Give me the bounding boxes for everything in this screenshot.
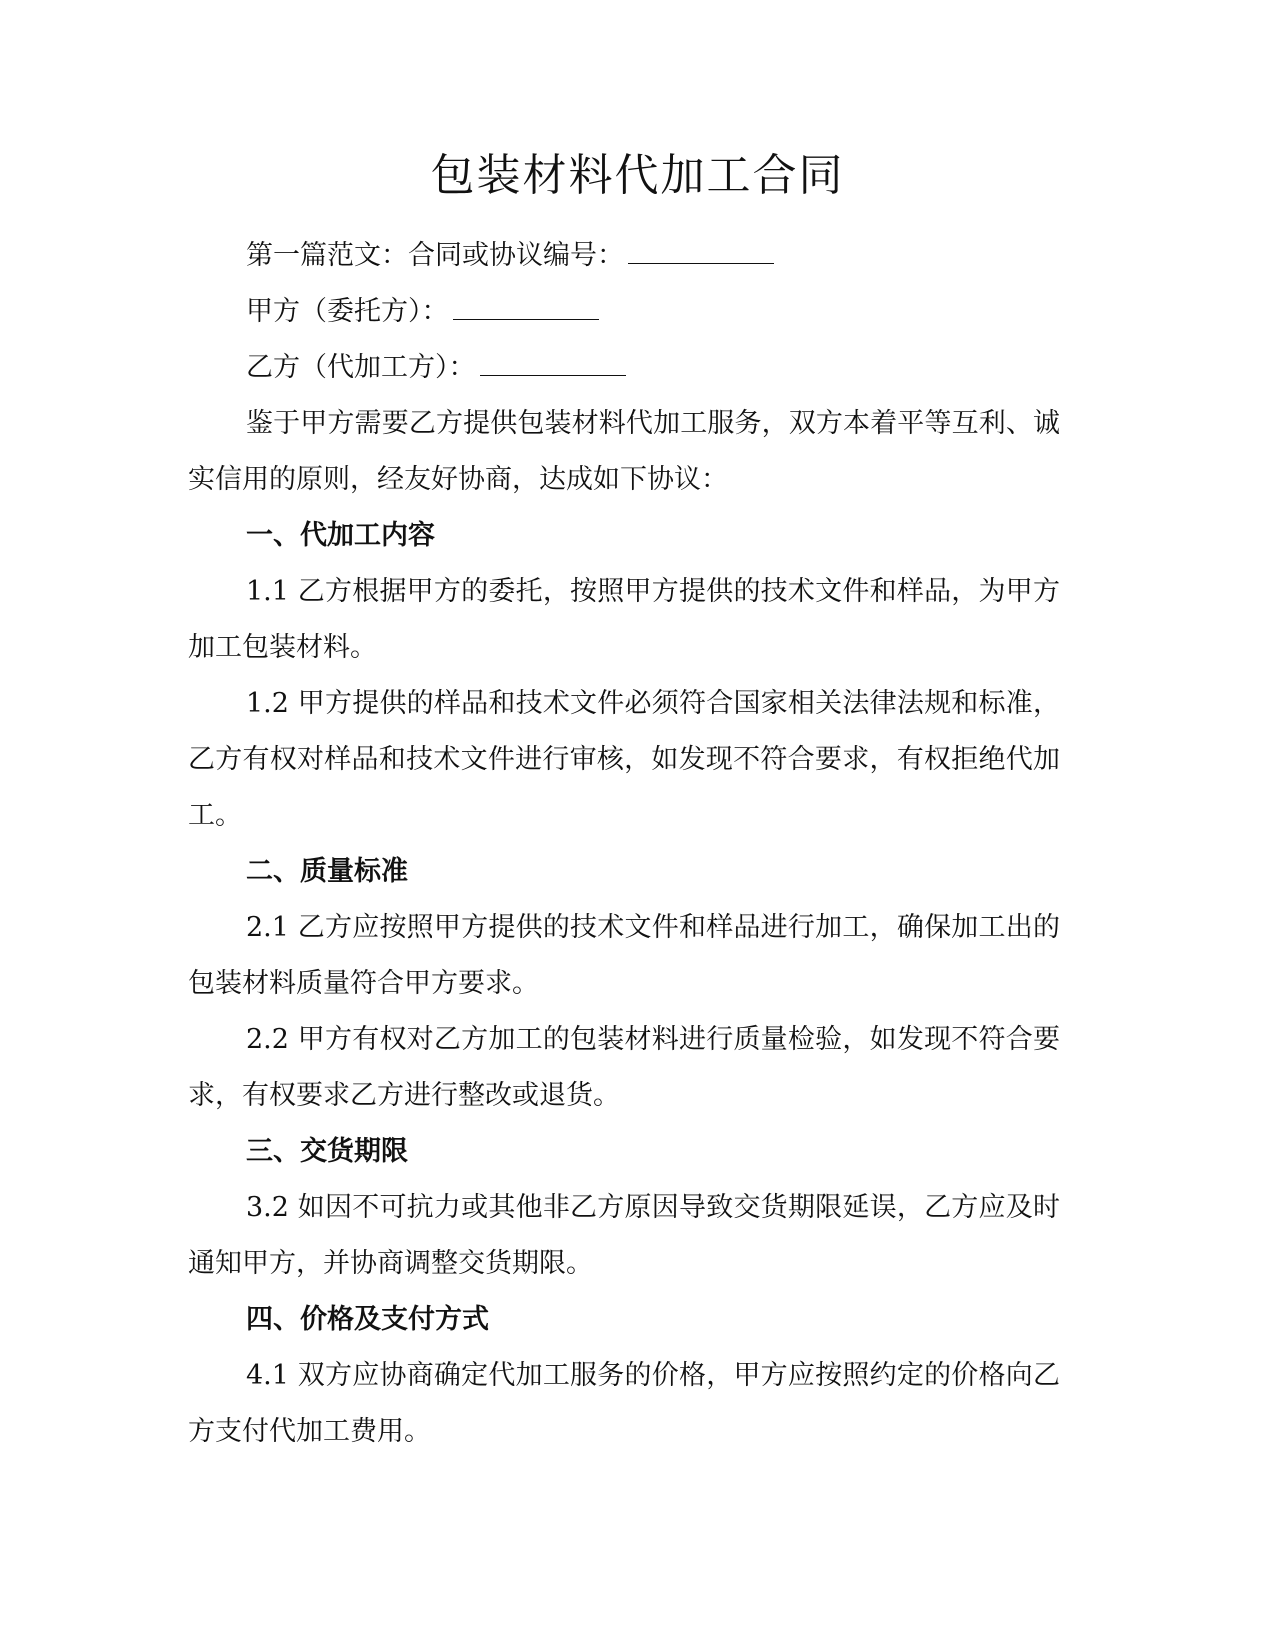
party-b-label: 乙方（代加工方）：: [246, 352, 476, 383]
party-a-line: [188, 284, 1060, 340]
section-heading-quality: 二、质量标准: [246, 856, 408, 887]
contract-number-blank: [628, 233, 774, 264]
contract-number-label: 第一篇范文：合同或协议编号：: [246, 240, 624, 271]
clause-1-1: 1.1 乙方根据甲方的委托，按照甲方提供的技术文件和样品，为甲方加工包装材料。: [188, 576, 1060, 663]
document-body: [188, 228, 1060, 1460]
section-heading-content: 一、代加工内容: [246, 520, 435, 551]
party-b-line: [188, 340, 1060, 396]
contract-number-line: [188, 228, 1060, 284]
party-b-blank: [480, 345, 626, 376]
clause-1-2: 1.2 甲方提供的样品和技术文件必须符合国家相关法律法规和标准，乙方有权对样品和技术文件进行审核，如发现不符合要求，有权拒绝代加工。: [188, 688, 1060, 831]
intro-paragraph: 鉴于甲方需要乙方提供包装材料代加工服务，双方本着平等互利、诚实信用的原则，经友好协商，达成如下协议：: [188, 408, 1060, 495]
clause-2-2: 2.2 甲方有权对乙方加工的包装材料进行质量检验，如发现不符合要求，有权要求乙方进行整改或退货。: [188, 1024, 1060, 1111]
document-title: 包装材料代加工合同: [430, 150, 845, 201]
clause-4-1: 4.1 双方应协商确定代加工服务的价格，甲方应按照约定的价格向乙方支付代加工费用。: [188, 1360, 1060, 1447]
party-a-blank: [453, 289, 599, 320]
section-heading-delivery: 三、交货期限: [246, 1136, 408, 1167]
section-heading-price: 四、价格及支付方式: [246, 1304, 489, 1335]
clause-2-1: 2.1 乙方应按照甲方提供的技术文件和样品进行加工，确保加工出的包装材料质量符合甲方要求。: [188, 912, 1060, 999]
clause-3-2: 3.2 如因不可抗力或其他非乙方原因导致交货期限延误，乙方应及时通知甲方，并协商调整交货期限。: [188, 1192, 1060, 1279]
party-a-label: 甲方（委托方）：: [246, 296, 449, 327]
